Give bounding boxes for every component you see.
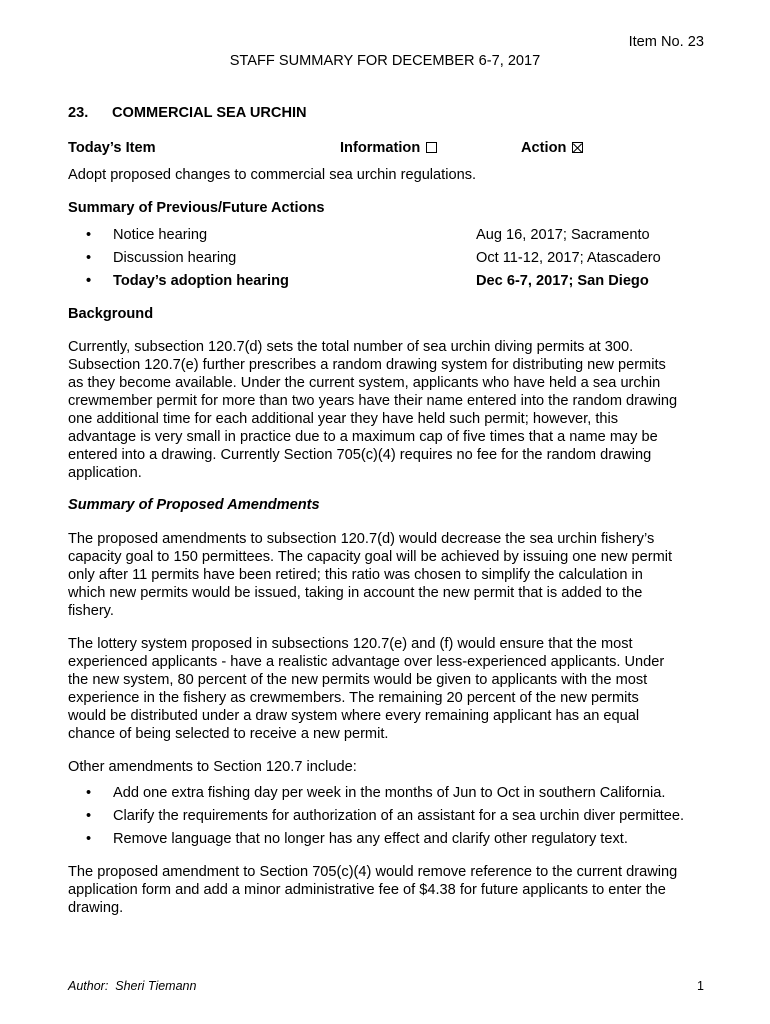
previous-action-item <box>68 226 708 244</box>
action-field <box>521 139 583 157</box>
bullet-icon: • <box>86 250 92 266</box>
todays-item-label: Today’s Item <box>68 140 156 156</box>
amendments-paragraph-2 <box>68 635 708 743</box>
text-line: only after 11 permits have been retired; this ratio was chosen to simplify the calculation in <box>68 567 643 583</box>
text-line: crewmember permit for more than two years have their name entered into the random drawing <box>68 393 678 409</box>
text-line: experience in the fishery as crewmembers. The remaining 20 percent of the new permits <box>68 690 639 706</box>
item-number: Item No. 23 <box>628 34 704 50</box>
previous-actions-heading: Summary of Previous/Future Actions <box>68 200 325 216</box>
text-line: The lottery system proposed in subsections 120.7(e) and (f) would ensure that the most <box>68 636 633 652</box>
todays-item-description: Adopt proposed changes to commercial sea urchin regulations. <box>68 167 477 183</box>
section-title: COMMERCIAL SEA URCHIN <box>112 105 307 121</box>
text-line: one additional time for each additional year they have held such permit; however, this <box>68 411 619 427</box>
previous-action-label: Notice hearing <box>113 227 208 243</box>
text-line: Subsection 120.7(e) further prescribes a random drawing system for distributing new permits <box>68 357 666 373</box>
background-heading: Background <box>68 306 154 322</box>
text-line: Currently, subsection 120.7(d) sets the total number of sea urchin diving permits at 300. <box>68 339 634 355</box>
information-checkbox-icon <box>426 142 437 153</box>
background-paragraph <box>68 338 708 482</box>
text-line: chance of being selected to receive a new permit. <box>68 726 389 742</box>
author-name: Sheri Tiemann <box>115 979 197 993</box>
footer-author <box>68 977 196 995</box>
text-line: entered into a drawing. Currently Section 705(c)(4) requires no fee for the random drawing <box>68 447 652 463</box>
text-line: application. <box>68 465 142 481</box>
action-label: Action <box>521 140 567 156</box>
text-line: application form and add a minor administrative fee of $4.38 for future applicants to enter the <box>68 882 666 898</box>
section-number: 23. <box>68 105 89 121</box>
other-amendments-intro: Other amendments to Section 120.7 include: <box>68 759 357 775</box>
previous-action-date: Aug 16, 2017; Sacramento <box>476 227 650 243</box>
bullet-icon: • <box>86 227 92 243</box>
amendments-paragraph-1 <box>68 530 708 620</box>
bullet-icon: • <box>86 785 92 801</box>
text-line: The proposed amendments to subsection 120.7(d) would decrease the sea urchin fishery’s <box>68 531 655 547</box>
text-line: which new permits would be issued, taking in account the new permit that is added to the <box>68 585 643 601</box>
text-line: fishery. <box>68 603 114 619</box>
staff-summary-heading: STAFF SUMMARY FOR DECEMBER 6-7, 2017 <box>229 53 541 69</box>
previous-action-label: Discussion hearing <box>113 250 237 266</box>
information-label: Information <box>340 140 421 156</box>
text-line: as they become available. Under the current system, applicants who have held a sea urchin <box>68 375 661 391</box>
other-amendment-text: Add one extra fishing day per week in the months of Jun to Oct in southern California. <box>113 785 666 801</box>
previous-action-date: Oct 11-12, 2017; Atascadero <box>476 250 661 266</box>
bullet-icon: • <box>86 273 92 289</box>
previous-action-date: Dec 6-7, 2017; San Diego <box>476 273 649 289</box>
author-label: Author: <box>68 979 109 993</box>
other-amendment-text: Clarify the requirements for authorization of an assistant for a sea urchin diver permittee. <box>113 808 685 824</box>
action-checked-checkbox-icon <box>572 142 583 153</box>
text-line: capacity goal to 150 permittees. The capacity goal will be achieved by issuing one new permit <box>68 549 673 565</box>
bullet-icon: • <box>86 831 92 847</box>
previous-action-item <box>68 272 708 290</box>
page-number: 1 <box>697 979 704 993</box>
text-line: would be distributed under a draw system where every remaining applicant has an equal <box>68 708 640 724</box>
bullet-icon: • <box>86 808 92 824</box>
previous-action-item <box>68 249 708 267</box>
text-line: advantage is very small in practice due to a maximum cap of five times that a name may be <box>68 429 658 445</box>
amendments-heading: Summary of Proposed Amendments <box>68 497 320 513</box>
text-line: the new system, 80 percent of the new permits would be given to applicants with the most <box>68 672 648 688</box>
information-field <box>340 139 437 157</box>
other-amendment-text: Remove language that no longer has any effect and clarify other regulatory text. <box>113 831 628 847</box>
amendments-paragraph-3 <box>68 863 708 917</box>
text-line: The proposed amendment to Section 705(c)(4) would remove reference to the current drawing <box>68 864 678 880</box>
previous-action-label: Today’s adoption hearing <box>113 273 289 289</box>
text-line: drawing. <box>68 900 124 916</box>
text-line: experienced applicants - have a realistic advantage over less-experienced applicants. Under <box>68 654 665 670</box>
